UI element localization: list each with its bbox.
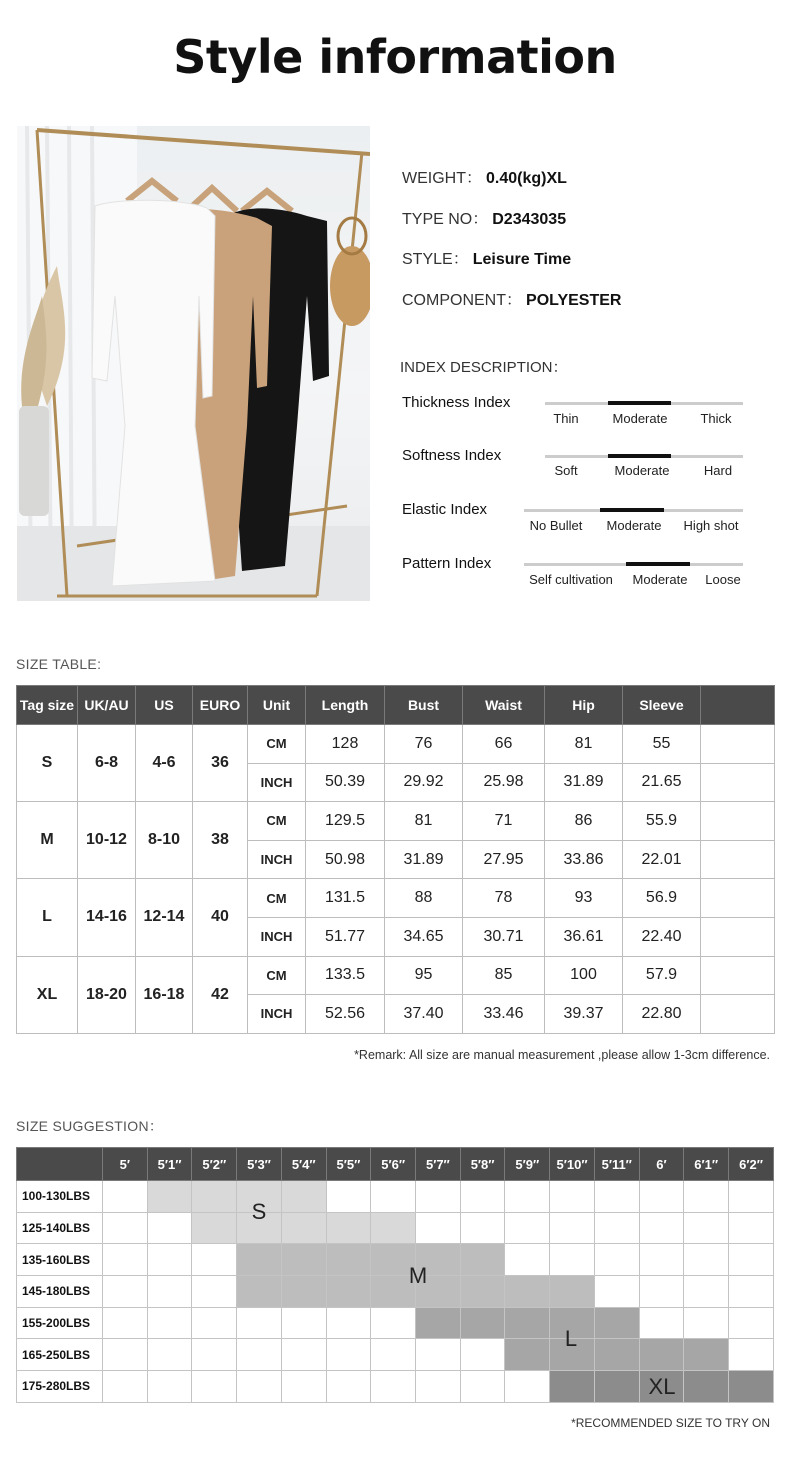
- size-label-l: L: [564, 1326, 578, 1351]
- col-header: 5′10″: [550, 1148, 595, 1181]
- grid-cell: [594, 1371, 639, 1403]
- grid-cell: [505, 1276, 550, 1308]
- col-header: 5′1″: [147, 1148, 192, 1181]
- grid-cell: [639, 1307, 684, 1339]
- col-header: Tag size: [17, 686, 78, 725]
- table-cell: 12-14: [136, 879, 193, 956]
- grid-cell: [460, 1339, 505, 1371]
- grid-cell: [505, 1244, 550, 1276]
- grid-cell: [147, 1212, 192, 1244]
- table-cell: 38: [193, 802, 248, 879]
- table-cell: 133.5: [306, 956, 385, 995]
- index-option: Soft: [554, 463, 578, 478]
- grid-cell: [594, 1276, 639, 1308]
- col-header: Hip: [545, 686, 623, 725]
- grid-cell: [281, 1307, 326, 1339]
- grid-cell: [684, 1244, 729, 1276]
- weight-label: 175-280LBS: [17, 1371, 103, 1403]
- table-row: [17, 1339, 774, 1371]
- grid-cell: [237, 1371, 282, 1403]
- grid-cell: [505, 1181, 550, 1213]
- table-cell: 81: [545, 725, 623, 764]
- grid-cell: [103, 1181, 148, 1213]
- table-cell: 39.37: [545, 995, 623, 1034]
- table-cell: 71: [463, 802, 545, 841]
- table-cell: 40: [193, 879, 248, 956]
- index-option: High shot: [683, 518, 739, 533]
- table-cell: 57.9: [623, 956, 701, 995]
- grid-cell: [729, 1212, 774, 1244]
- grid-cell: [147, 1371, 192, 1403]
- index-option: Self cultivation: [529, 572, 613, 587]
- grid-cell: [281, 1339, 326, 1371]
- table-cell: 50.98: [306, 840, 385, 879]
- index-selected-mark: [608, 401, 671, 405]
- index-option: Moderate: [632, 572, 688, 587]
- weight-label: 100-130LBS: [17, 1181, 103, 1213]
- grid-cell: [729, 1276, 774, 1308]
- table-cell: [701, 956, 775, 995]
- table-cell: 31.89: [545, 763, 623, 802]
- col-header: 5′: [103, 1148, 148, 1181]
- table-cell: CM: [248, 725, 306, 764]
- grid-cell: [371, 1212, 416, 1244]
- col-header: Length: [306, 686, 385, 725]
- table-cell: 16-18: [136, 956, 193, 1033]
- table-cell: 22.80: [623, 995, 701, 1034]
- grid-cell: [684, 1212, 729, 1244]
- col-header: Bust: [385, 686, 463, 725]
- col-header: EURO: [193, 686, 248, 725]
- grid-cell: [326, 1371, 371, 1403]
- grid-cell: [281, 1371, 326, 1403]
- table-cell: 42: [193, 956, 248, 1033]
- grid-cell: [550, 1276, 595, 1308]
- grid-cell: [460, 1212, 505, 1244]
- table-cell: [701, 725, 775, 764]
- table-cell: 29.92: [385, 763, 463, 802]
- grid-cell: [460, 1276, 505, 1308]
- grid-cell: [192, 1371, 237, 1403]
- grid-cell: [103, 1276, 148, 1308]
- col-header: 6′1″: [684, 1148, 729, 1181]
- grid-cell: [729, 1371, 774, 1403]
- grid-cell: [147, 1181, 192, 1213]
- table-cell: 52.56: [306, 995, 385, 1034]
- table-cell: 50.39: [306, 763, 385, 802]
- table-cell: 86: [545, 802, 623, 841]
- table-cell: 33.86: [545, 840, 623, 879]
- table-cell: [701, 840, 775, 879]
- grid-cell: [326, 1212, 371, 1244]
- size-table-header: [17, 686, 775, 725]
- table-cell: 88: [385, 879, 463, 918]
- grid-cell: [550, 1371, 595, 1403]
- index-scale: [545, 402, 743, 405]
- grid-cell: [460, 1244, 505, 1276]
- table-row: [17, 1212, 774, 1244]
- grid-cell: [281, 1181, 326, 1213]
- grid-cell: [550, 1244, 595, 1276]
- table-cell: 31.89: [385, 840, 463, 879]
- grid-cell: [192, 1244, 237, 1276]
- table-cell: INCH: [248, 840, 306, 879]
- table-cell: 27.95: [463, 840, 545, 879]
- grid-cell: [103, 1339, 148, 1371]
- grid-cell: [371, 1307, 416, 1339]
- grid-cell: [281, 1212, 326, 1244]
- product-photo: [17, 126, 370, 601]
- table-cell: 55: [623, 725, 701, 764]
- size-suggestion-header: [17, 1148, 774, 1181]
- table-cell: 18-20: [78, 956, 136, 1033]
- grid-cell: [237, 1307, 282, 1339]
- col-header: [701, 686, 775, 725]
- grid-cell: [416, 1339, 461, 1371]
- grid-cell: [639, 1339, 684, 1371]
- grid-cell: [550, 1212, 595, 1244]
- grid-cell: [326, 1181, 371, 1213]
- table-cell: 8-10: [136, 802, 193, 879]
- table-row: [17, 1181, 774, 1213]
- grid-cell: [103, 1212, 148, 1244]
- size-label-m: M: [408, 1263, 428, 1288]
- table-row: [17, 956, 775, 995]
- table-cell: [701, 995, 775, 1034]
- recommend-note: *RECOMMENDED SIZE TO TRY ON: [571, 1416, 770, 1430]
- grid-cell: [103, 1307, 148, 1339]
- index-option: Moderate: [606, 518, 662, 533]
- grid-cell: [729, 1339, 774, 1371]
- table-cell: 128: [306, 725, 385, 764]
- table-row: [17, 879, 775, 918]
- table-cell: 22.01: [623, 840, 701, 879]
- grid-cell: [684, 1276, 729, 1308]
- index-option: Loose: [705, 572, 741, 587]
- grid-cell: [326, 1339, 371, 1371]
- grid-cell: [594, 1181, 639, 1213]
- col-header: [17, 1148, 103, 1181]
- grid-cell: [729, 1307, 774, 1339]
- table-cell: 78: [463, 879, 545, 918]
- grid-cell: [505, 1371, 550, 1403]
- table-cell: [701, 879, 775, 918]
- table-cell: M: [17, 802, 78, 879]
- index-option: Moderate: [612, 411, 668, 426]
- table-cell: 37.40: [385, 995, 463, 1034]
- col-header: 5′2″: [192, 1148, 237, 1181]
- col-header: 5′7″: [416, 1148, 461, 1181]
- grid-cell: [326, 1276, 371, 1308]
- col-header: 5′8″: [460, 1148, 505, 1181]
- grid-cell: [594, 1339, 639, 1371]
- info-type-no: TYPE NO： D2343035: [402, 211, 567, 228]
- col-header: 5′3″: [237, 1148, 282, 1181]
- table-cell: 34.65: [385, 917, 463, 956]
- table-cell: 56.9: [623, 879, 701, 918]
- grid-cell: [192, 1339, 237, 1371]
- grid-cell: [594, 1307, 639, 1339]
- col-header: 5′9″: [505, 1148, 550, 1181]
- remark-text: *Remark: All size are manual measurement ,please allow 1-3cm difference.: [354, 1048, 770, 1062]
- table-cell: 85: [463, 956, 545, 995]
- grid-cell: [192, 1307, 237, 1339]
- grid-cell: [460, 1371, 505, 1403]
- grid-cell: [147, 1276, 192, 1308]
- index-option: Thick: [700, 411, 732, 426]
- table-cell: 129.5: [306, 802, 385, 841]
- table-cell: [701, 802, 775, 841]
- grid-cell: [192, 1276, 237, 1308]
- grid-cell: [729, 1181, 774, 1213]
- table-cell: CM: [248, 879, 306, 918]
- grid-cell: [326, 1244, 371, 1276]
- table-cell: 33.46: [463, 995, 545, 1034]
- table-row: [17, 1244, 774, 1276]
- table-cell: 25.98: [463, 763, 545, 802]
- index-name: Elastic Index: [402, 501, 488, 518]
- grid-cell: [505, 1339, 550, 1371]
- index-name: Softness Index: [402, 447, 502, 464]
- grid-cell: [103, 1244, 148, 1276]
- table-cell: 81: [385, 802, 463, 841]
- table-cell: [701, 763, 775, 802]
- col-header: UK/AU: [78, 686, 136, 725]
- grid-cell: [237, 1339, 282, 1371]
- grid-cell: [371, 1371, 416, 1403]
- table-cell: [701, 917, 775, 956]
- grid-cell: [505, 1212, 550, 1244]
- col-header: Sleeve: [623, 686, 701, 725]
- size-label-xl: XL: [648, 1374, 676, 1399]
- grid-cell: [594, 1244, 639, 1276]
- grid-cell: [416, 1307, 461, 1339]
- table-cell: 55.9: [623, 802, 701, 841]
- table-cell: 36: [193, 725, 248, 802]
- grid-cell: [684, 1371, 729, 1403]
- index-name: Pattern Index: [402, 555, 492, 572]
- table-row: [17, 802, 775, 841]
- size-table: [16, 685, 775, 1034]
- table-row: [17, 725, 775, 764]
- table-cell: 10-12: [78, 802, 136, 879]
- index-option: No Bullet: [529, 518, 583, 533]
- grid-cell: [237, 1276, 282, 1308]
- table-cell: 22.40: [623, 917, 701, 956]
- table-cell: S: [17, 725, 78, 802]
- index-selected-mark: [608, 454, 671, 458]
- index-option: Thin: [553, 411, 579, 426]
- index-selected-mark: [626, 562, 690, 566]
- grid-cell: [192, 1212, 237, 1244]
- table-cell: 51.77: [306, 917, 385, 956]
- table-cell: INCH: [248, 995, 306, 1034]
- col-header: 6′2″: [729, 1148, 774, 1181]
- info-style: STYLE： Leisure Time: [402, 251, 572, 268]
- grid-cell: [237, 1244, 282, 1276]
- grid-cell: [103, 1371, 148, 1403]
- page-title: Style information: [173, 30, 617, 84]
- table-cell: INCH: [248, 917, 306, 956]
- table-cell: 6-8: [78, 725, 136, 802]
- grid-cell: [460, 1307, 505, 1339]
- table-cell: 30.71: [463, 917, 545, 956]
- index-scale: [524, 563, 743, 566]
- grid-cell: [684, 1339, 729, 1371]
- grid-cell: [147, 1339, 192, 1371]
- col-header: US: [136, 686, 193, 725]
- index-option: Moderate: [614, 463, 670, 478]
- size-suggestion-label: SIZE SUGGESTION：: [16, 1118, 164, 1134]
- table-cell: 100: [545, 956, 623, 995]
- col-header: 5′4″: [281, 1148, 326, 1181]
- table-cell: 131.5: [306, 879, 385, 918]
- grid-cell: [326, 1307, 371, 1339]
- grid-cell: [505, 1307, 550, 1339]
- size-label-s: S: [251, 1199, 267, 1224]
- table-cell: CM: [248, 802, 306, 841]
- index-selected-mark: [600, 508, 664, 512]
- col-header: Waist: [463, 686, 545, 725]
- table-row: [17, 1276, 774, 1308]
- weight-label: 125-140LBS: [17, 1212, 103, 1244]
- size-suggestion-table: [16, 1147, 774, 1403]
- table-cell: 21.65: [623, 763, 701, 802]
- grid-cell: [147, 1244, 192, 1276]
- grid-cell: [639, 1276, 684, 1308]
- grid-cell: [639, 1181, 684, 1213]
- grid-cell: [594, 1212, 639, 1244]
- index-scale: [524, 509, 743, 512]
- table-cell: INCH: [248, 763, 306, 802]
- grid-cell: [192, 1181, 237, 1213]
- grid-cell: [684, 1307, 729, 1339]
- weight-label: 145-180LBS: [17, 1276, 103, 1308]
- index-name: Thickness Index: [402, 394, 511, 411]
- table-cell: 93: [545, 879, 623, 918]
- grid-cell: [729, 1244, 774, 1276]
- index-scale: [545, 455, 743, 458]
- weight-label: 165-250LBS: [17, 1339, 103, 1371]
- grid-cell: [550, 1181, 595, 1213]
- col-header: 5′11″: [594, 1148, 639, 1181]
- table-cell: CM: [248, 956, 306, 995]
- grid-cell: [416, 1371, 461, 1403]
- table-cell: 76: [385, 725, 463, 764]
- table-row: [17, 1307, 774, 1339]
- grid-cell: [416, 1181, 461, 1213]
- col-header: 5′6″: [371, 1148, 416, 1181]
- weight-label: 135-160LBS: [17, 1244, 103, 1276]
- index-option: Hard: [703, 463, 733, 478]
- grid-cell: [371, 1339, 416, 1371]
- table-cell: 95: [385, 956, 463, 995]
- weight-label: 155-200LBS: [17, 1307, 103, 1339]
- grid-cell: [281, 1244, 326, 1276]
- col-header: 5′5″: [326, 1148, 371, 1181]
- table-cell: 66: [463, 725, 545, 764]
- table-cell: L: [17, 879, 78, 956]
- index-description-label: INDEX DESCRIPTION：: [400, 359, 568, 376]
- table-cell: 14-16: [78, 879, 136, 956]
- grid-cell: [684, 1181, 729, 1213]
- table-cell: 4-6: [136, 725, 193, 802]
- grid-cell: [281, 1276, 326, 1308]
- info-weight: WEIGHT： 0.40(kg)XL: [402, 170, 567, 187]
- table-cell: 36.61: [545, 917, 623, 956]
- grid-cell: [147, 1307, 192, 1339]
- table-cell: XL: [17, 956, 78, 1033]
- grid-cell: [639, 1212, 684, 1244]
- col-header: Unit: [248, 686, 306, 725]
- grid-cell: [371, 1181, 416, 1213]
- grid-cell: [460, 1181, 505, 1213]
- col-header: 6′: [639, 1148, 684, 1181]
- grid-cell: [639, 1244, 684, 1276]
- info-component: COMPONENT： POLYESTER: [402, 292, 622, 309]
- size-table-label: SIZE TABLE:: [16, 656, 102, 672]
- grid-cell: [416, 1212, 461, 1244]
